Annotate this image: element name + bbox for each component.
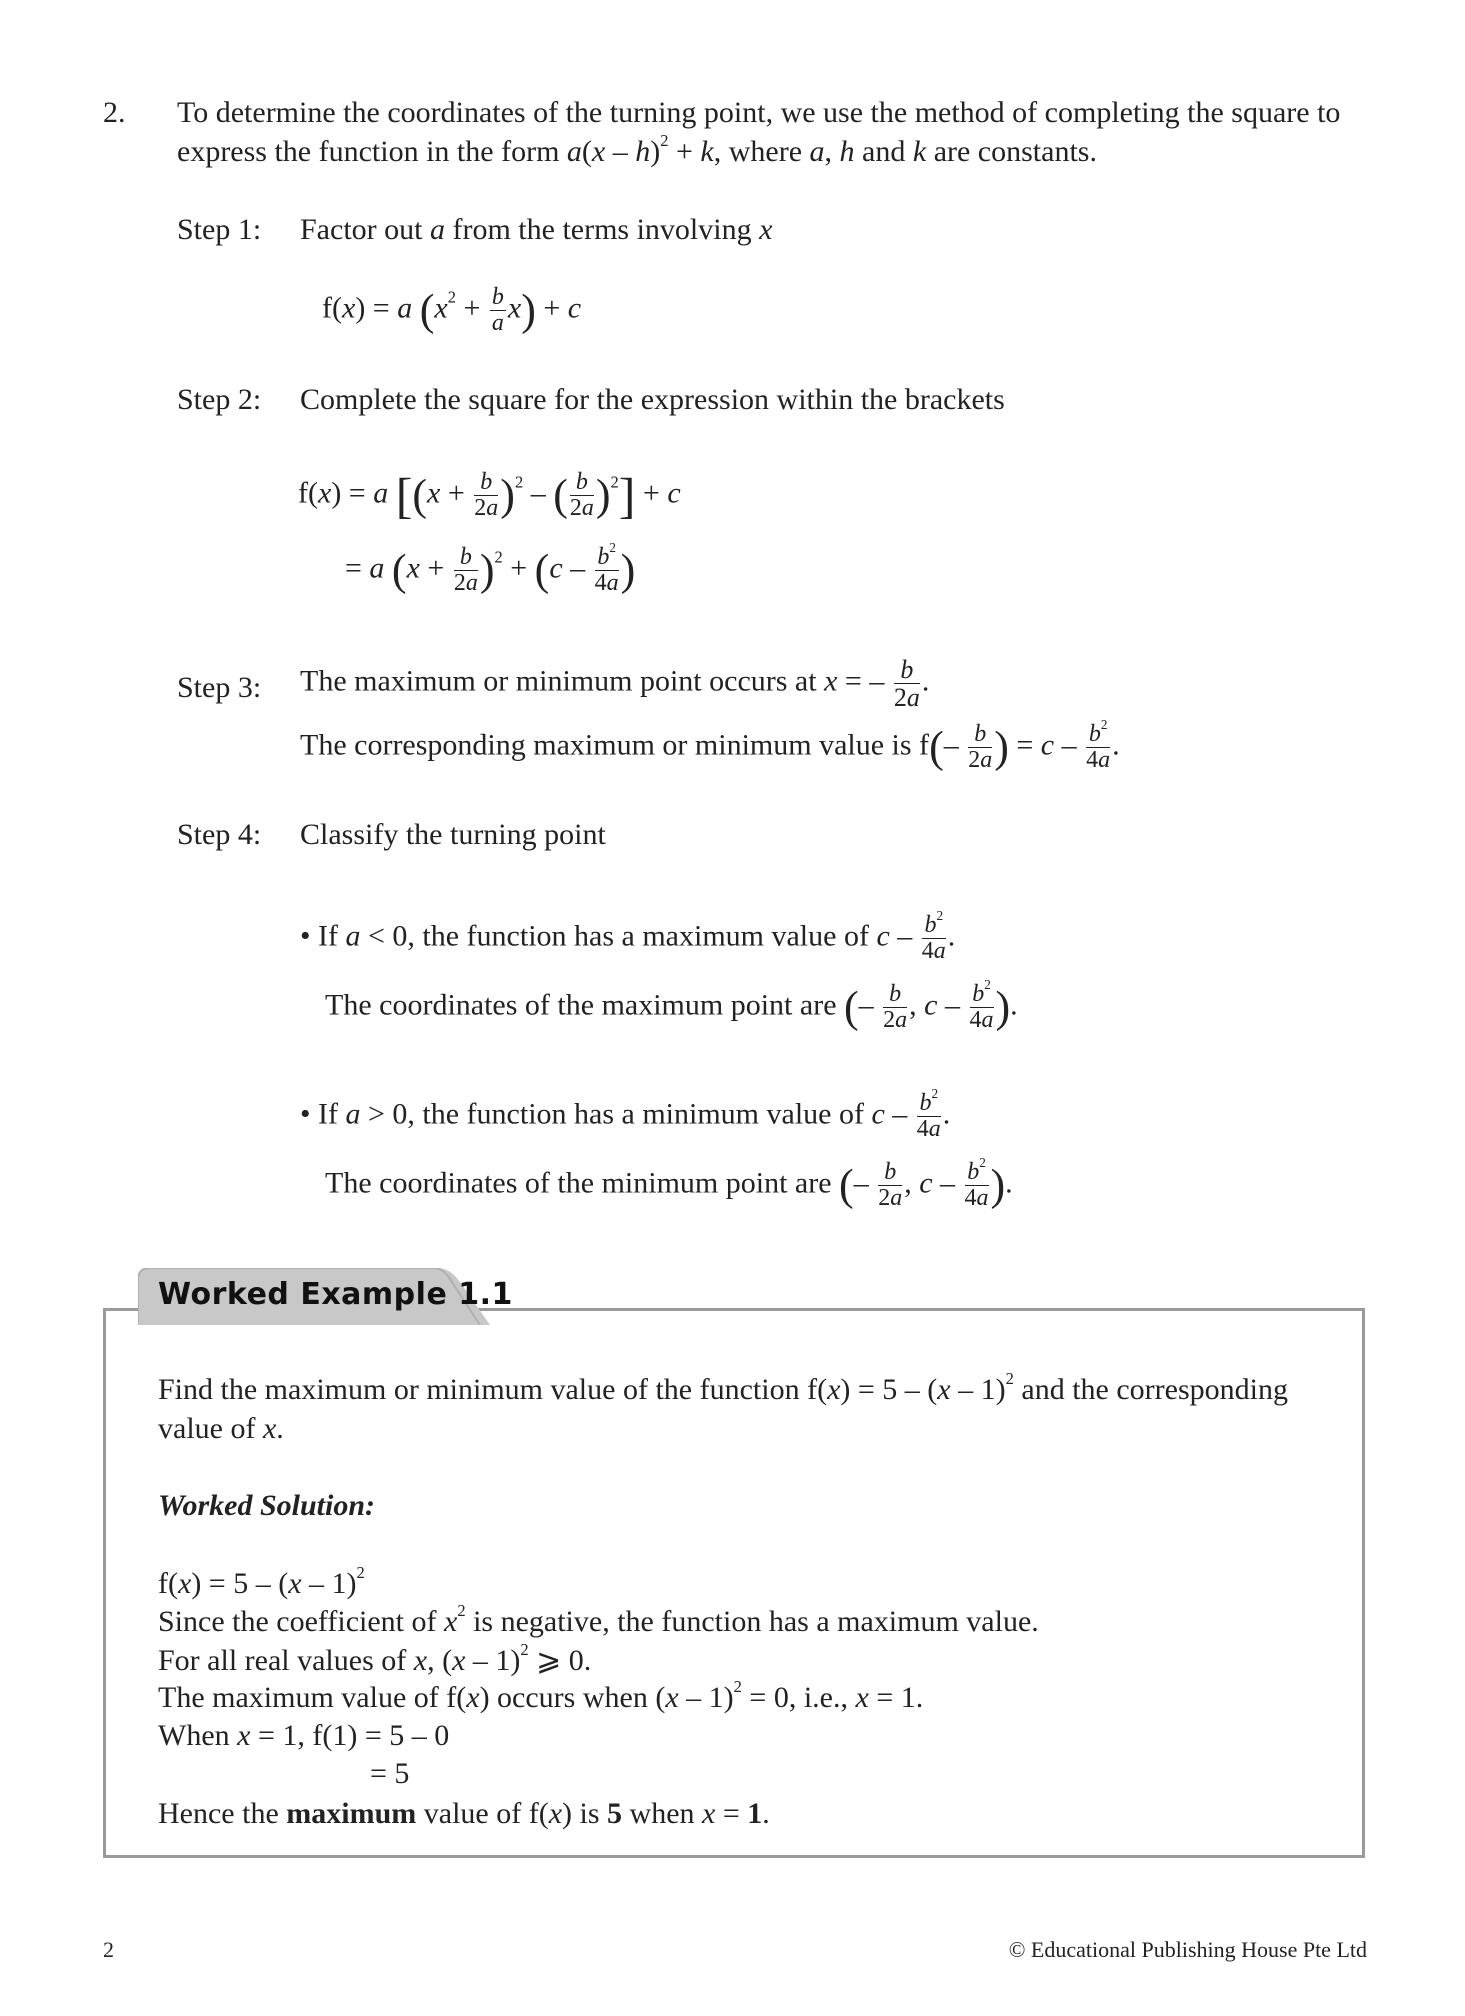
step-3-text-1: The maximum or minimum point occurs at x = – $\frac{b}{2a}$ . (300, 655, 930, 713)
step-2-label: Step 2: (177, 383, 262, 416)
bullet-max-line-1: • If a < 0, the function has a maximum value of c – $\frac{b^2}{4a}$ . (300, 908, 956, 965)
step-1-equation: f(x) = a ($x^2$ + $\frac{b}{a}$ x) + c (322, 284, 582, 337)
step-4-label: Step 4: (177, 818, 262, 851)
step-3-text-2: The corresponding maximum or minimum value is f(– $\frac{b}{2a}$ ) = c – $\frac{b^2}{4a}$ . (300, 717, 1120, 774)
solution-line-4: The maximum value of f(x) occurs when (x – 1)$^2$ = 0, i.e., x = 1. (158, 1677, 924, 1714)
page-number: 2 (103, 1937, 114, 1962)
step-1-text: Factor out a from the terms involving x (300, 213, 773, 246)
solution-line-1: f(x) = 5 – (x – 1)$^2$ (158, 1563, 365, 1600)
step-2-equation-2: = a (x + $\frac{b}{2a}$ )$^2$ + (c – $\frac{b^2}{4a}$ ) (345, 540, 636, 597)
intro-line-1: To determine the coordinates of the turning point, we use the method of completing the square to (177, 96, 1341, 129)
step-2-equation-1: f(x) = a [(x + $\frac{b}{2a}$ )$^2$ – ( $\frac{b}{2a}$ )$^2$] + c (298, 467, 681, 524)
step-4-text: Classify the turning point (300, 818, 606, 851)
step-1-label: Step 1: (177, 213, 262, 246)
step-3-label: Step 3: (177, 671, 262, 704)
solution-line-5: When x = 1, f(1) = 5 – 0 (158, 1719, 450, 1752)
intro-line-2: express the function in the form a(x – h)$^2$ + k, where a, h and k are constants. (177, 131, 1097, 168)
worked-example-title: Worked Example 1.1 (158, 1277, 513, 1312)
item-number: 2. (103, 96, 126, 129)
solution-conclusion: Hence the maximum value of f(x) is 5 when x = 1. (158, 1797, 770, 1830)
bullet-min-line-2: The coordinates of the minimum point are (– $\frac{b}{2a}$ , c – $\frac{b^2}{4a}$ ). (325, 1155, 1013, 1212)
solution-heading: Worked Solution: (158, 1489, 375, 1522)
question-line-2: value of x. (158, 1412, 284, 1445)
solution-line-6: = 5 (370, 1757, 410, 1790)
solution-line-2: Since the coefficient of $x^2$ is negative, the function has a maximum value. (158, 1601, 1039, 1638)
bullet-min-line-1: • If a > 0, the function has a minimum value of c – $\frac{b^2}{4a}$ . (300, 1086, 951, 1143)
step-2-text: Complete the square for the expression within the brackets (300, 383, 1005, 416)
bullet-max-line-2: The coordinates of the maximum point are (– $\frac{b}{2a}$ , c – $\frac{b^2}{4a}$ ). (325, 977, 1018, 1034)
solution-line-3: For all real values of x, (x – 1)$^2$ ⩾ 0. (158, 1640, 592, 1677)
question-line-1: Find the maximum or minimum value of the function f(x) = 5 – (x – 1)$^2$ and the corresponding (158, 1369, 1288, 1406)
copyright: © Educational Publishing House Pte Ltd (1008, 1937, 1367, 1962)
